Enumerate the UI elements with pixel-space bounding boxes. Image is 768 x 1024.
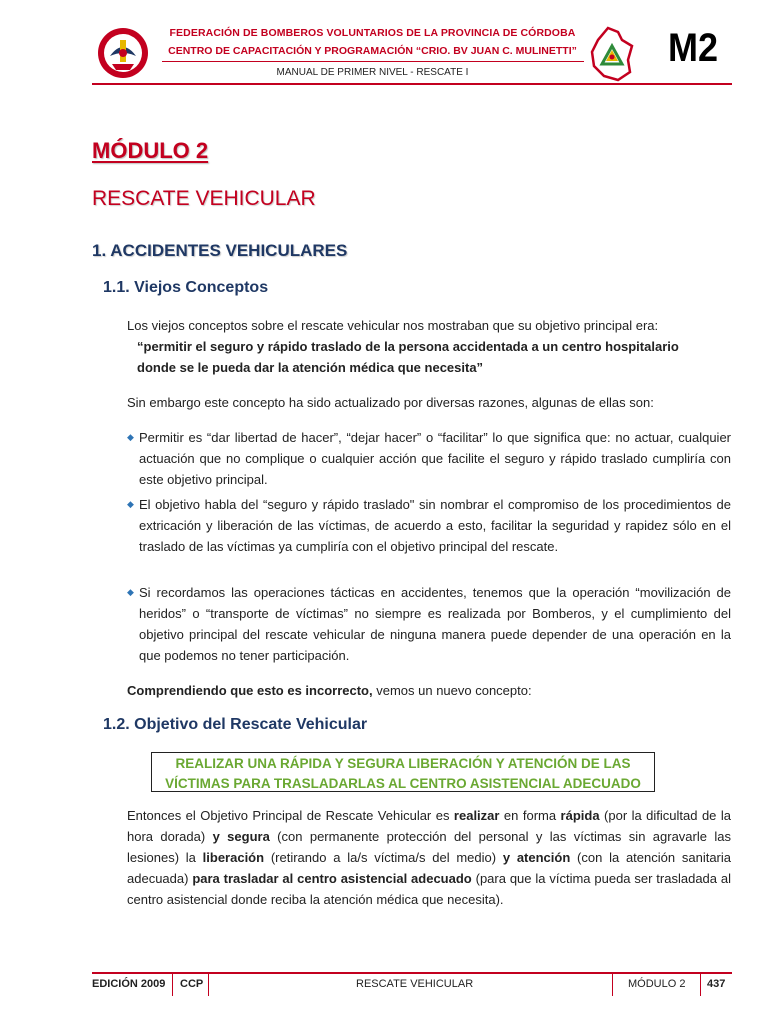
header-rule <box>92 83 732 85</box>
intro-paragraph <box>127 315 731 336</box>
final-text-6: (con la atención sanitaria adecuada) <box>127 850 731 886</box>
bullet-diamond-icon: ◆ <box>127 499 134 509</box>
footer-separator <box>700 974 701 996</box>
module-title: MÓDULO 2 <box>92 138 209 163</box>
subsection-heading-1: 1.1. Viejos Conceptos <box>103 279 269 296</box>
section-heading: 1. ACCIDENTES VEHICULARES <box>92 241 348 260</box>
final-text-1: Entonces el Objetivo Principal de Rescate Vehicular es <box>127 808 454 823</box>
however-paragraph <box>127 392 731 413</box>
firefighter-shield-logo <box>96 26 150 80</box>
header-manual: MANUAL DE PRIMER NIVEL - RESCATE I <box>276 67 469 78</box>
objective-box <box>151 752 655 792</box>
old-concept-quote-cont <box>137 357 741 378</box>
final-bold-1: realizar <box>453 808 500 823</box>
header-center: CENTRO DE CAPACITACIÓN Y PROGRAMACIÓN “CRIO. BV JUAN C. MULINETTI” <box>168 45 577 57</box>
list-item-text: Permitir es “dar libertad de hacer”, “dejar hacer” o “facilitar” lo que significa que: no actuar, cualquier actuación que no complique o cualquier acción que facilite el seguro y rápido traslado cumpliría con este objetivo principal. <box>139 430 731 487</box>
objective-line-2: VÍCTIMAS PARA TRASLADARLAS AL CENTRO ASISTENCIAL ADECUADO <box>165 776 641 791</box>
old-concept-quote <box>137 336 731 357</box>
list-item <box>127 427 731 490</box>
footer-separator <box>208 974 209 996</box>
page-number: 437 <box>707 978 726 990</box>
footer-edition: EDICIÓN 2009 <box>92 978 166 990</box>
understanding-rest: vemos un nuevo concepto: <box>372 683 532 698</box>
footer-title: RESCATE VEHICULAR <box>356 978 474 990</box>
cordoba-province-logo <box>588 26 636 82</box>
list-item-text: Si recordamos las operaciones tácticas en accidentes, tenemos que la operación “movilización de heridos” o “transporte de víctimas” no siempre es realizada por Bomberos, y el cumplimiento del objetivo principal del rescate vehicular de ninguna manera puede depender de una operación en la que podemos no tener participación. <box>139 585 731 663</box>
final-text-5: (retirando a la/s víctima/s del medio) <box>264 850 503 865</box>
subsection-heading-2: 1.2. Objetivo del Rescate Vehicular <box>103 716 368 733</box>
footer-module: MÓDULO 2 <box>628 978 686 990</box>
header-divider <box>162 61 584 62</box>
list-item-text: El objetivo habla del “seguro y rápido traslado" sin nombrar el compromiso de los procedimientos de extricación y liberación de las víctimas, de acuerdo a esto, facilitar la seguridad y rapidez sólo en el traslado de las víctimas ya cumpliría con el objetivo principal del rescate. <box>139 497 731 554</box>
final-bold-3: y segura <box>212 829 270 844</box>
list-item <box>127 582 731 666</box>
module-code: M2 <box>667 26 719 70</box>
footer-ccp: CCP <box>180 978 204 990</box>
however-text: Sin embargo este concepto ha sido actualizado por diversas razones, algunas de ellas son: <box>127 395 654 410</box>
module-subtitle: RESCATE VEHICULAR <box>92 187 316 210</box>
understanding-bold: Comprendiendo que esto es incorrecto, <box>127 683 373 698</box>
footer-rule <box>92 972 732 974</box>
final-text-7: (para que la víctima pueda ser trasladada al centro asistencial donde reciba la atención médica que necesita). <box>127 871 731 907</box>
final-text-2: en forma <box>499 808 561 823</box>
footer-separator <box>612 974 613 996</box>
bullet-diamond-icon: ◆ <box>127 587 134 597</box>
quote-line-2: donde se le pueda dar la atención médica que necesita” <box>137 360 484 375</box>
final-bold-6: para trasladar al centro asistencial adecuado <box>192 871 472 886</box>
new-concept-intro <box>127 680 731 701</box>
header-federation: FEDERACIÓN DE BOMBEROS VOLUNTARIOS DE LA PROVINCIA DE CÓRDOBA <box>169 27 576 39</box>
final-bold-5: y atención <box>502 850 571 865</box>
final-text-3: (por la dificultad de la hora dorada) <box>127 808 731 844</box>
final-bold-2: rápida <box>560 808 600 823</box>
objective-paragraph <box>127 805 731 910</box>
objective-line-1: REALIZAR UNA RÁPIDA Y SEGURA LIBERACIÓN Y ATENCIÓN DE LAS <box>175 756 631 771</box>
quote-line-1: “permitir el seguro y rápido traslado de la persona accidentada a un centro hospitalario <box>137 339 679 354</box>
intro-text: Los viejos conceptos sobre el rescate vehicular nos mostraban que su objetivo principal era: <box>127 318 659 333</box>
bullet-diamond-icon: ◆ <box>127 432 134 442</box>
page-header <box>0 0 768 90</box>
final-bold-4: liberación <box>202 850 265 865</box>
list-item <box>127 494 731 557</box>
footer-separator <box>172 974 173 996</box>
final-text-4: (con permanente protección del personal y las víctimas sin agravarle las lesiones) la <box>127 829 731 865</box>
